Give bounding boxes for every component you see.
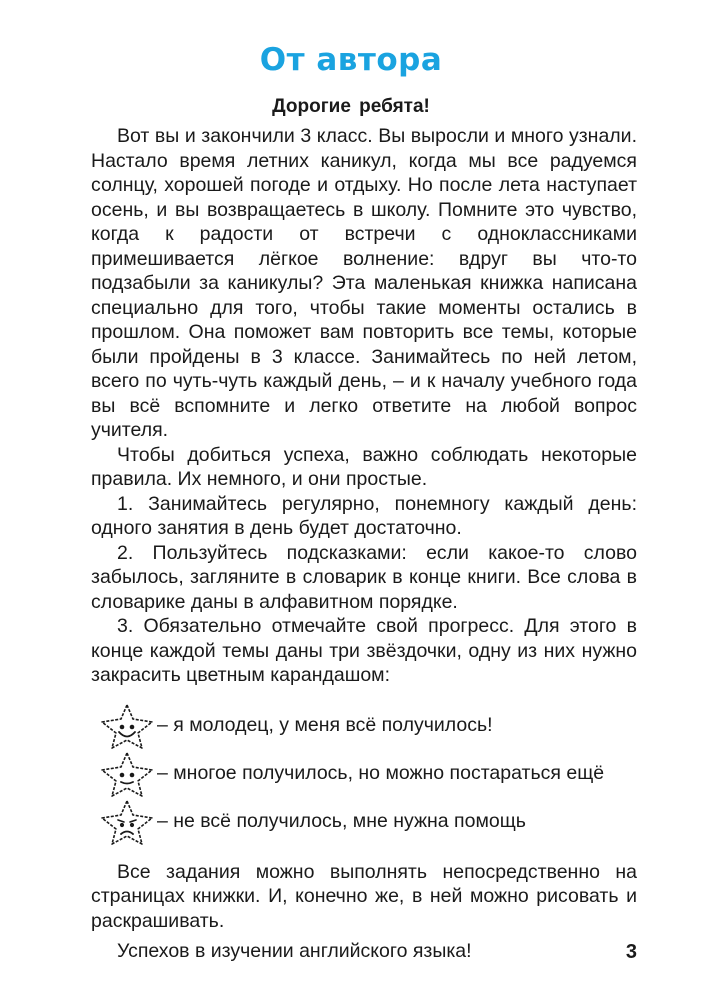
star-legend-item <box>91 750 637 798</box>
star-legend <box>91 702 637 846</box>
star-legend-text: – я молодец, у меня всё получилось! <box>157 714 493 737</box>
happy-star-icon <box>99 702 155 750</box>
body-text <box>91 124 637 964</box>
page-title: От автора <box>259 42 443 78</box>
page-number: 3 <box>625 941 637 963</box>
star-legend-item <box>91 702 637 750</box>
closing-paragraph: Все задания можно выполнять непосредственно на страницах книжки. И, конечно же, в ней можно рисовать и раскрашивать. <box>91 860 637 932</box>
rule-1-paragraph: 1. Занимайтесь регулярно, понемногу каждый день: одного занятия в день будет достаточно. <box>91 492 637 539</box>
greeting-heading: Дорогие ребята! <box>272 96 430 117</box>
star-legend-item <box>91 798 637 846</box>
wish-paragraph: Успехов в изучении английского языка! <box>117 940 472 962</box>
neutral-star-icon <box>99 750 155 798</box>
closing-section <box>91 860 637 964</box>
star-legend-text: – не всё получилось, мне нужна помощь <box>157 810 526 833</box>
star-legend-text: – многое получилось, но можно постараться ещё <box>157 762 605 785</box>
sad-star-icon <box>99 798 155 846</box>
intro-paragraph: Вот вы и закончили 3 класс. Вы выросли и много узнали. Настало время летних каникул, когда мы все радуемся солнцу, хорошей погоде и отдыху. Но после лета наступает осень, и вы возвращаетесь в школу. Помните это чувство, когда к радости от встречи с одноклассниками примешивается лёгкое волнение: вдруг вы что-то подзабыли за каникулы? Эта маленькая книжка написана специально для того, чтобы такие моменты остались в прошлом. Она поможет вам повторить все темы, которые были пройдены в 3 классе. Занимайтесь по ней летом, всего по чуть-чуть каждый день, – и к началу учебного года вы всё вспомните и легко ответите на любой вопрос учителя. <box>91 125 637 441</box>
rule-3-paragraph: 3. Обязательно отмечайте свой прогресс. Для этого в конце каждой темы даны три звёздочки, одну из них нужно закрасить цветным карандашом: <box>91 615 637 686</box>
rules-intro-paragraph: Чтобы добиться успеха, важно соблюдать некоторые правила. Их немного, и они простые. <box>91 443 637 490</box>
rule-2-paragraph: 2. Пользуйтесь подсказками: если какое-то слово забылось, загляните в словарик в конце книги. Все слова в словарике даны в алфавитном порядке. <box>91 541 637 613</box>
